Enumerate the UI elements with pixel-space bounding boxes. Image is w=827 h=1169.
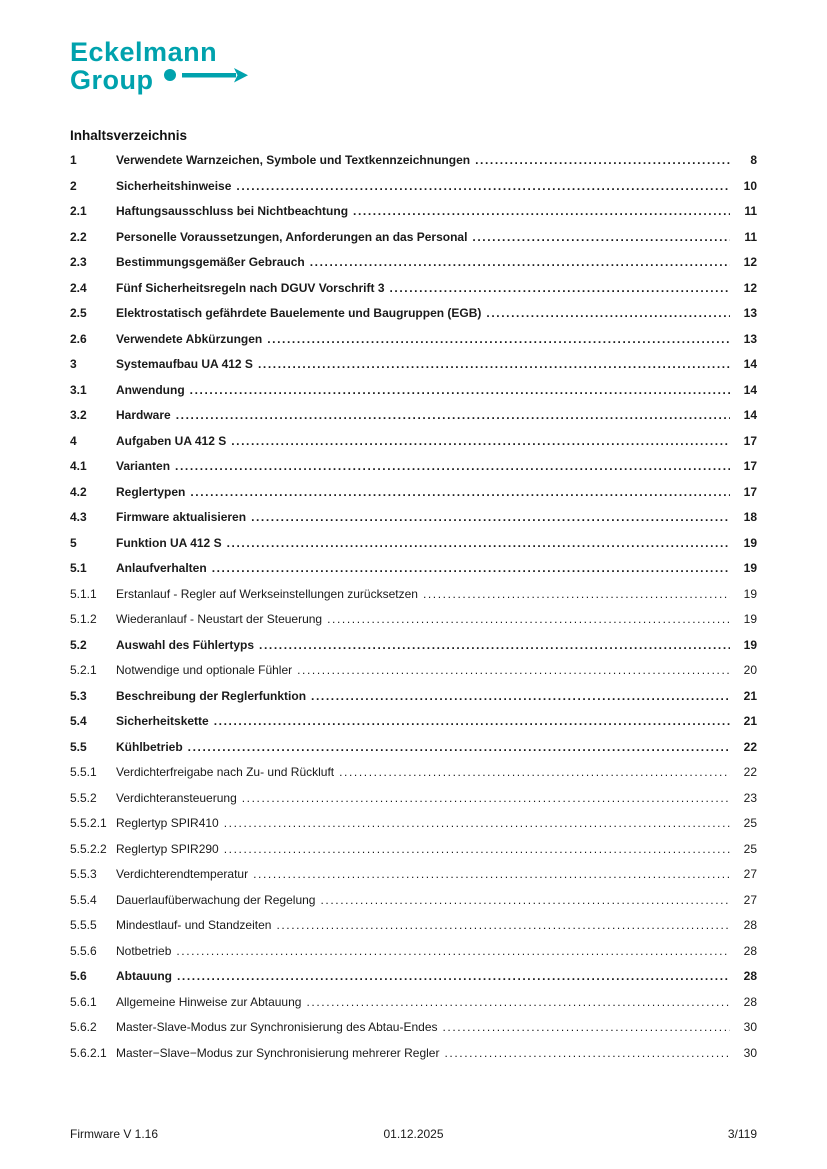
toc-entry-title: Wiederanlauf - Neustart der Steuerung [116,612,323,626]
toc-entry-page: 21 [743,688,757,703]
footer-page-number: 3/119 [727,1127,757,1141]
logo-text-eckelmann: Eckelmann [70,37,218,67]
page-footer [70,1127,757,1141]
toc-leader-dots [188,740,730,754]
toc-entry-number: 5.5.4 [70,892,97,907]
toc-entry-number: 2.6 [70,331,87,346]
logo [70,38,757,94]
toc-entry-page: 19 [743,637,757,652]
toc-entry-title: Verdichterfreigabe nach Zu- und Rückluft [116,765,335,779]
toc-entry[interactable] [70,765,757,791]
toc-entry-page: 11 [744,229,757,244]
toc-entry[interactable] [70,638,757,664]
logo-arrow-icon [163,66,249,94]
toc-entry[interactable] [70,510,757,536]
toc-entry-page: 28 [743,918,757,932]
toc-entry-title: Beschreibung der Reglerfunktion [116,688,307,703]
toc-leader-dots [212,561,730,575]
toc-entry-number: 5.5.2 [70,790,97,805]
toc-leader-dots [175,459,730,473]
toc-entry[interactable] [70,663,757,689]
toc-entry-number: 5.3 [70,688,87,703]
toc-entry-title: Reglertypen [116,484,186,499]
toc-entry-number: 5.2 [70,637,87,652]
toc-entry[interactable] [70,612,757,638]
toc-entry-page: 28 [743,994,757,1009]
toc-entry-number: 5.2.1 [70,663,97,677]
toc-entry-title: Reglertyp SPIR410 [116,816,219,830]
toc-entry-number: 2.2 [70,229,87,244]
toc-entry-page: 25 [743,841,757,856]
logo-text-group: Group [70,65,154,95]
toc-entry[interactable] [70,918,757,944]
toc-entry-number: 2.5 [70,306,87,320]
toc-entry-page: 12 [743,280,757,295]
toc-entry[interactable] [70,255,757,281]
toc-leader-dots [224,842,730,856]
toc-entry[interactable] [70,1046,757,1072]
toc-leader-dots [242,791,730,805]
toc-entry-page: 18 [743,510,757,524]
toc-entry-page: 13 [743,306,757,320]
toc-entry-title: Personelle Voraussetzungen, Anforderungen an das Personal [116,229,468,244]
toc-entry-number: 5.1.1 [70,586,97,601]
toc-entry-number: 5.5.6 [70,943,97,958]
toc-leader-dots [423,587,730,601]
toc-entry-number: 5 [70,535,77,550]
toc-entry-number: 4 [70,433,77,448]
toc-entry-title: Kühlbetrieb [116,739,183,754]
toc-leader-dots [177,969,730,983]
toc-entry[interactable] [70,204,757,230]
toc-entry-title: Aufgaben UA 412 S [116,433,227,448]
toc-entry[interactable] [70,816,757,842]
toc-entry-title: Varianten [116,459,171,473]
toc-entry-page: 19 [743,612,757,626]
toc-entry-title: Funktion UA 412 S [116,535,222,550]
toc-entry-title: Mindestlauf- und Standzeiten [116,918,272,932]
toc-entry-title: Sicherheitshinweise [116,178,232,193]
toc-entry-number: 5.6.2.1 [70,1045,107,1060]
toc-leader-dots [176,408,730,422]
toc-entry-title: Elektrostatisch gefährdete Bauelemente und Baugruppen (EGB) [116,306,482,320]
toc-entry-number: 5.1.2 [70,612,97,626]
toc-leader-dots [306,995,730,1009]
toc-leader-dots [190,485,730,499]
toc-entry[interactable] [70,306,757,332]
toc-entry-number: 4.2 [70,484,87,499]
toc-entry-page: 28 [743,969,757,983]
toc-entry-number: 5.5.3 [70,867,97,881]
toc-entry[interactable] [70,408,757,434]
toc-leader-dots [214,714,730,728]
toc-entry-page: 17 [743,484,757,499]
toc-entry[interactable] [70,842,757,868]
toc-entry-title: Notwendige und optionale Fühler [116,663,293,677]
toc-entry-page: 12 [743,255,757,269]
toc-entry-page: 27 [743,867,757,881]
toc-entry-number: 1 [70,153,77,167]
toc-entry[interactable] [70,434,757,460]
toc-entry-title: Verwendete Abkürzungen [116,331,263,346]
toc-leader-dots [276,918,730,932]
toc-entry-title: Dauerlaufüberwachung der Regelung [116,892,316,907]
toc-entry-title: Sicherheitskette [116,714,209,728]
toc-entry[interactable] [70,281,757,307]
toc-entry-title: Systemaufbau UA 412 S [116,357,253,371]
toc-leader-dots [190,383,730,397]
toc-entry-title: Reglertyp SPIR290 [116,841,219,856]
toc-heading: Inhaltsverzeichnis [70,128,188,143]
toc-entry-title: Erstanlauf - Regler auf Werkseinstellungen zurücksetzen [116,586,418,601]
toc-entry-title: Fünf Sicherheitsregeln nach DGUV Vorschrift 3 [116,280,385,295]
toc-entry[interactable] [70,179,757,205]
toc-entry-number: 4.1 [70,459,87,473]
toc-entry[interactable] [70,485,757,511]
toc-entry-page: 22 [743,765,757,779]
footer-date: 01.12.2025 [383,1127,444,1141]
toc-entry-page: 14 [743,357,757,371]
toc-entry-number: 5.5.1 [70,765,97,779]
toc-entry[interactable] [70,536,757,562]
toc-leader-dots [297,663,730,677]
toc-entry[interactable] [70,332,757,358]
toc-entry-page: 19 [743,586,757,601]
toc-leader-dots [176,944,730,958]
toc-entry-title: Hardware [116,408,171,422]
toc-entry-number: 2 [70,178,77,193]
toc-entry-number: 4.3 [70,510,87,524]
toc-leader-dots [475,153,730,167]
toc-entry[interactable] [70,867,757,893]
toc-entry[interactable] [70,561,757,587]
toc-entry-number: 3.2 [70,408,87,422]
toc-entry-number: 5.4 [70,714,87,728]
toc-entry[interactable] [70,893,757,919]
toc-list [70,153,757,1071]
toc-entry-title: Firmware aktualisieren [116,510,247,524]
toc-entry[interactable] [70,459,757,485]
toc-leader-dots [236,179,730,193]
toc-entry-title: Verdichteransteuerung [116,790,237,805]
toc-entry-number: 5.5.5 [70,918,97,932]
toc-entry-number: 2.3 [70,255,87,269]
toc-entry-number: 5.1 [70,561,87,575]
toc-entry[interactable] [70,689,757,715]
toc-entry-title: Master−Slave−Modus zur Synchronisierung mehrerer Regler [116,1045,440,1060]
toc-entry-page: 27 [743,892,757,907]
toc-entry[interactable] [70,153,757,179]
toc-leader-dots [443,1020,731,1034]
toc-leader-dots [320,893,730,907]
toc-leader-dots [259,638,730,652]
toc-entry-page: 25 [743,816,757,830]
footer-firmware-version: Firmware V 1.16 [70,1127,159,1141]
toc-entry-title: Verdichterendtemperatur [116,867,249,881]
toc-entry-page: 10 [743,178,757,193]
toc-entry-title: Bestimmungsgemäßer Gebrauch [116,255,305,269]
toc-entry-number: 2.1 [70,204,87,218]
toc-entry-page: 30 [743,1020,757,1034]
toc-leader-dots [253,867,730,881]
toc-entry-page: 21 [743,714,757,728]
toc-leader-dots [472,230,730,244]
toc-entry[interactable] [70,791,757,817]
toc-entry-page: 20 [743,663,757,677]
toc-entry[interactable] [70,383,757,409]
toc-entry-title: Notbetrieb [116,943,172,958]
toc-entry-title: Abtauung [116,969,172,983]
toc-entry-page: 17 [743,459,757,473]
toc-entry[interactable] [70,1020,757,1046]
toc-leader-dots [444,1046,730,1060]
toc-entry-title: Auswahl des Fühlertyps [116,637,255,652]
toc-entry-number: 2.4 [70,280,87,295]
toc-leader-dots [258,357,730,371]
toc-entry[interactable] [70,230,757,256]
toc-entry-number: 5.5.2.2 [70,841,107,856]
toc-entry[interactable] [70,995,757,1021]
toc-entry-number: 5.5.2.1 [70,816,107,830]
toc-entry-title: Anwendung [116,382,185,397]
toc-entry-page: 17 [743,433,757,448]
toc-entry-number: 3 [70,357,77,371]
toc-entry-title: Verwendete Warnzeichen, Symbole und Textkennzeichnungen [116,153,471,167]
toc-leader-dots [231,434,730,448]
toc-entry-page: 14 [743,382,757,397]
toc-entry[interactable] [70,357,757,383]
toc-entry-page: 28 [743,943,757,958]
toc-entry-title: Master-Slave-Modus zur Synchronisierung des Abtau-Endes [116,1020,438,1034]
toc-leader-dots [339,765,730,779]
toc-entry-page: 8 [750,153,757,167]
toc-leader-dots [267,332,730,346]
toc-leader-dots [390,281,731,295]
toc-entry[interactable] [70,944,757,970]
toc-leader-dots [327,612,730,626]
toc-entry-title: Anlaufverhalten [116,561,207,575]
toc-leader-dots [251,510,730,524]
toc-entry-title: Haftungsausschluss bei Nichtbeachtung [116,204,349,218]
toc-leader-dots [353,204,730,218]
toc-entry[interactable] [70,587,757,613]
toc-entry[interactable] [70,714,757,740]
toc-leader-dots [224,816,730,830]
toc-entry-page: 19 [743,561,757,575]
toc-leader-dots [486,306,730,320]
toc-entry-page: 30 [743,1045,757,1060]
toc-entry-number: 5.5 [70,739,87,754]
toc-entry-number: 3.1 [70,382,87,397]
toc-entry-page: 19 [743,535,757,550]
toc-entry-page: 22 [743,739,757,754]
toc-entry[interactable] [70,969,757,995]
toc-entry-number: 5.6.1 [70,994,97,1009]
toc-entry-number: 5.6.2 [70,1020,97,1034]
toc-entry-page: 23 [743,790,757,805]
toc-leader-dots [310,255,730,269]
toc-entry-title: Allgemeine Hinweise zur Abtauung [116,994,302,1009]
toc-entry-page: 11 [744,204,757,218]
toc-entry-page: 13 [743,331,757,346]
toc-entry-number: 5.6 [70,969,87,983]
toc-entry[interactable] [70,740,757,766]
toc-leader-dots [227,536,730,550]
toc-leader-dots [311,689,730,703]
toc-entry-page: 14 [743,408,757,422]
